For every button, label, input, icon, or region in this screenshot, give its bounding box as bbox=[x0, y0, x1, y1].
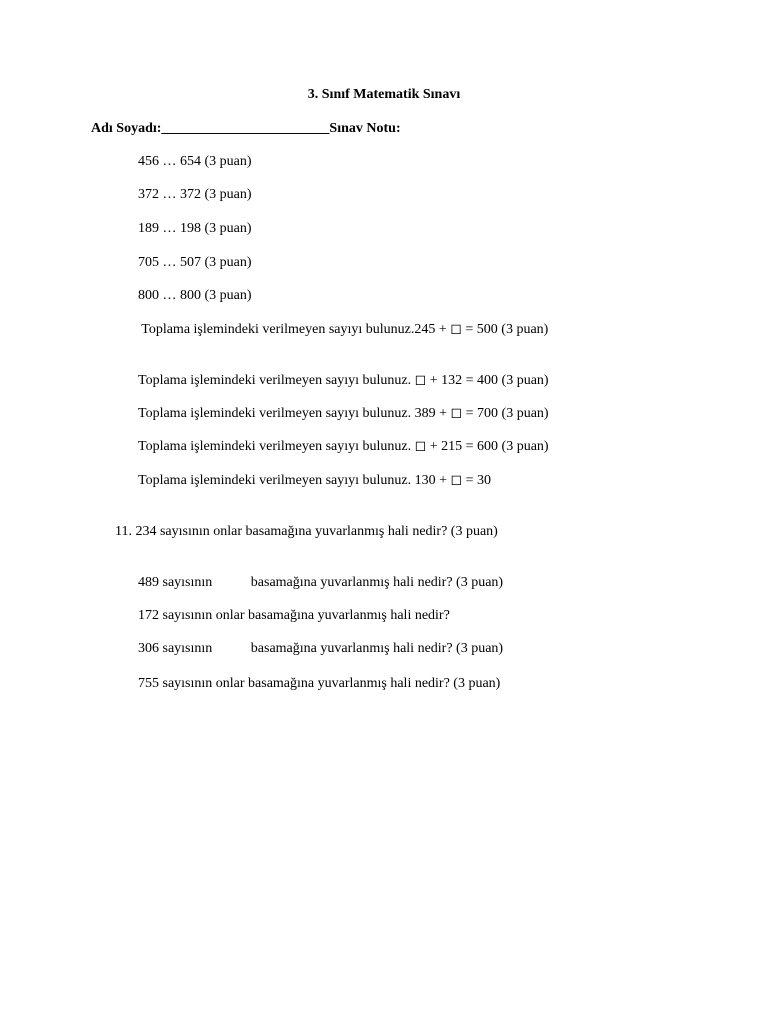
missing-addend-question: Toplama işlemindeki verilmeyen sayıyı bulunuz. ◻ + 132 = 400 (3 puan) bbox=[138, 373, 549, 388]
numbered-rounding-question bbox=[115, 523, 498, 541]
comparison-question: 705 … 507 (3 puan) bbox=[138, 255, 252, 270]
missing-addend-question: Toplama işlemindeki verilmeyen sayıyı bulunuz. 130 + ◻ = 30 bbox=[138, 473, 492, 488]
student-header bbox=[91, 120, 401, 138]
comparison-question: 456 … 654 (3 puan) bbox=[138, 154, 252, 169]
comparison-question: 372 … 372 (3 puan) bbox=[138, 187, 252, 202]
rounding-question: 755 sayısının onlar basamağına yuvarlanmış hali nedir? (3 puan) bbox=[138, 676, 501, 691]
comparison-question: 800 … 800 (3 puan) bbox=[138, 288, 252, 303]
page-title: 3. Sınıf Matematik Sınavı bbox=[307, 87, 461, 102]
question-number: 11. bbox=[115, 524, 132, 539]
name-blank: ________________________ bbox=[161, 121, 330, 136]
question-text: 234 sayısının onlar basamağına yuvarlanmış hali nedir? (3 puan) bbox=[135, 524, 498, 539]
missing-addend-question: Toplama işlemindeki verilmeyen sayıyı bulunuz. ◻ + 215 = 600 (3 puan) bbox=[138, 439, 549, 454]
comparison-question: 189 … 198 (3 puan) bbox=[138, 221, 252, 236]
missing-addend-question: Toplama işlemindeki verilmeyen sayıyı bulunuz.245 + ◻ = 500 (3 puan) bbox=[138, 322, 549, 337]
rounding-question: 172 sayısının onlar basamağına yuvarlanmış hali nedir? bbox=[138, 608, 450, 623]
rounding-question: 306 sayısının basamağına yuvarlanmış hali nedir? (3 puan) bbox=[138, 641, 504, 656]
missing-addend-question: Toplama işlemindeki verilmeyen sayıyı bulunuz. 389 + ◻ = 700 (3 puan) bbox=[138, 406, 549, 421]
grade-label: Sınav Notu: bbox=[329, 121, 401, 136]
name-label: Adı Soyadı: bbox=[91, 121, 162, 136]
rounding-question: 489 sayısının basamağına yuvarlanmış hali nedir? (3 puan) bbox=[138, 575, 504, 590]
